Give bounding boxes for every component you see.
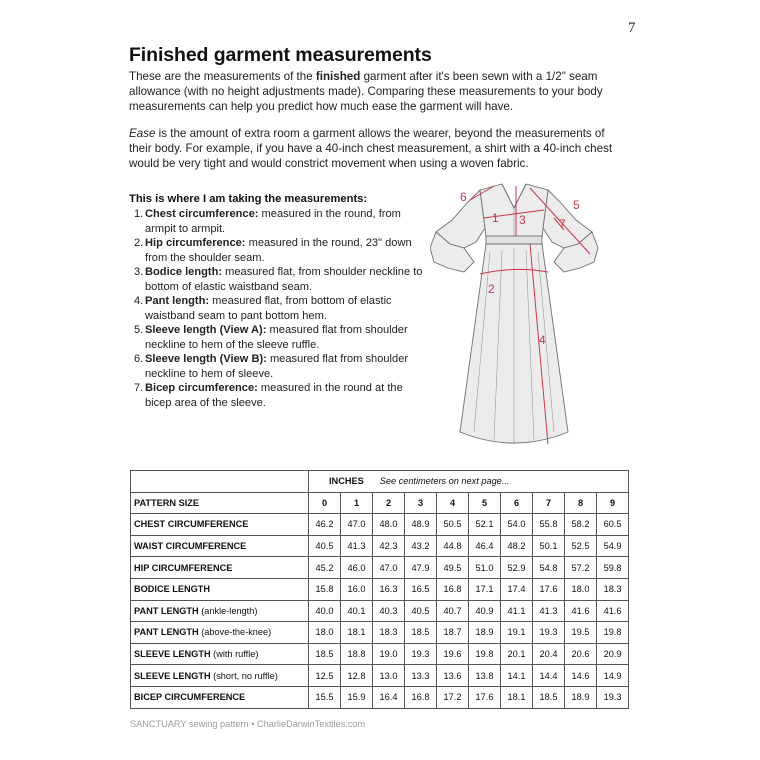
measurements-list-heading: This is where I am taking the measurements: <box>129 193 368 205</box>
size-header-row <box>131 492 629 514</box>
table-cell: 12.5 <box>309 665 341 687</box>
table-cell: 19.1 <box>501 622 533 644</box>
table-cell: 41.1 <box>501 600 533 622</box>
measurement-number: 3. <box>134 266 144 278</box>
row-label <box>131 686 309 708</box>
table-cell: 19.6 <box>437 643 469 665</box>
table-cell: 14.9 <box>597 665 629 687</box>
diagram-label-5: 5 <box>573 198 580 212</box>
table-cell: 18.5 <box>309 643 341 665</box>
table-row <box>131 643 629 665</box>
row-label <box>131 535 309 557</box>
table-cell: 43.2 <box>405 535 437 557</box>
table-cell: 15.5 <box>309 686 341 708</box>
table-cell: 54.0 <box>501 514 533 536</box>
table-cell: 48.0 <box>373 514 405 536</box>
row-label-text: WAIST CIRCUMFERENCE <box>134 541 247 552</box>
table-cell: 52.9 <box>501 557 533 579</box>
table-cell: 20.9 <box>597 643 629 665</box>
table-cell: 17.4 <box>501 578 533 600</box>
table-cell: 17.6 <box>469 686 501 708</box>
table-cell: 47.9 <box>405 557 437 579</box>
size-header-cell: 6 <box>501 492 533 514</box>
diagram-label-1: 1 <box>492 211 499 225</box>
table-cell: 19.3 <box>533 622 565 644</box>
table-cell: 19.8 <box>469 643 501 665</box>
size-header-cell: 8 <box>565 492 597 514</box>
intro-text-before: These are the measurements of the <box>129 70 316 83</box>
diagram-label-6: 6 <box>460 190 467 204</box>
measurement-item <box>134 352 426 381</box>
table-cell: 51.0 <box>469 557 501 579</box>
row-label <box>131 578 309 600</box>
table-cell: 19.0 <box>373 643 405 665</box>
row-label-text: CHEST CIRCUMFERENCE <box>134 519 249 530</box>
table-row <box>131 535 629 557</box>
size-header-cell: 1 <box>341 492 373 514</box>
ease-paragraph <box>129 126 625 171</box>
size-header-cell: 7 <box>533 492 565 514</box>
table-cell: 59.8 <box>597 557 629 579</box>
table-cell: 16.8 <box>405 686 437 708</box>
measurement-term: Sleeve length (View A): <box>145 324 267 336</box>
size-header-cell: 0 <box>309 492 341 514</box>
row-label <box>131 600 309 622</box>
waistband <box>486 236 542 244</box>
row-label-note: (above-the-knee) <box>198 627 272 638</box>
table-cell: 55.8 <box>533 514 565 536</box>
table-cell: 58.2 <box>565 514 597 536</box>
measurement-item <box>134 323 426 352</box>
table-cell: 16.5 <box>405 578 437 600</box>
measurement-table <box>130 470 629 709</box>
table-cell: 18.8 <box>341 643 373 665</box>
table-cell: 46.2 <box>309 514 341 536</box>
row-label-text: PANT LENGTH <box>134 605 199 616</box>
ease-text: is the amount of extra room a garment allows the wearer, beyond the measurements of their body. For example, if you have a 40-inch chest measurement, a shirt with a 40-inch chest would be very tight and would constrict movement when using a woven fabric. <box>129 127 613 170</box>
table-cell: 60.5 <box>597 514 629 536</box>
intro-bold-word: finished <box>315 70 361 83</box>
table-cell: 19.8 <box>597 622 629 644</box>
table-cell: 41.6 <box>597 600 629 622</box>
table-cell: 47.0 <box>373 557 405 579</box>
intro-paragraph <box>129 69 625 114</box>
table-cell: 18.9 <box>469 622 501 644</box>
diagram-label-7: 7 <box>559 217 566 231</box>
table-row <box>131 686 629 708</box>
size-header-cell: 2 <box>373 492 405 514</box>
page-title: Finished garment measurements <box>129 44 432 66</box>
size-header-cell: 4 <box>437 492 469 514</box>
size-header-cell: 9 <box>597 492 629 514</box>
row-label-note: (ankle-length) <box>198 605 258 616</box>
row-label <box>131 643 309 665</box>
table-cell: 18.3 <box>373 622 405 644</box>
size-header-cell: 5 <box>469 492 501 514</box>
table-cell: 13.6 <box>437 665 469 687</box>
diagram-label-2: 2 <box>488 282 495 296</box>
table-cell: 14.6 <box>565 665 597 687</box>
table-cell: 47.0 <box>341 514 373 536</box>
table-cell: 49.5 <box>437 557 469 579</box>
table-cell: 52.5 <box>565 535 597 557</box>
table-cell: 40.5 <box>309 535 341 557</box>
table-cell: 42.3 <box>373 535 405 557</box>
row-label-text: BODICE LENGTH <box>134 584 211 595</box>
measurement-item <box>134 381 426 410</box>
row-label <box>131 665 309 687</box>
measurement-term: Bicep circumference: <box>145 382 258 394</box>
measurement-desc: measured flat from shoulder neckline to hem of the sleeve ruffle. <box>145 324 408 351</box>
table-cell: 18.1 <box>501 686 533 708</box>
measurement-item <box>134 294 426 323</box>
measurements-list <box>134 207 426 410</box>
measurement-term: Chest circumference: <box>145 208 259 220</box>
table-cell: 48.2 <box>501 535 533 557</box>
measurement-term: Sleeve length (View B): <box>145 353 267 365</box>
table-cell: 45.2 <box>309 557 341 579</box>
measurement-number: 6. <box>134 353 144 365</box>
table-row <box>131 514 629 536</box>
intro-text-after: garment after it's been sewn with a 1/2" seam allowance (with no height adjustments made). Comparing these measurements to your body measurements can help you predict how much ease the garment will have. <box>129 70 603 113</box>
table-cell: 12.8 <box>341 665 373 687</box>
table-cell: 44.8 <box>437 535 469 557</box>
units-note: See centimeters on next page... <box>379 476 510 487</box>
size-header-cell: 3 <box>405 492 437 514</box>
table-cell: 18.0 <box>565 578 597 600</box>
table-cell: 18.7 <box>437 622 469 644</box>
row-label <box>131 557 309 579</box>
table-cell: 52.1 <box>469 514 501 536</box>
measurement-number: 4. <box>134 295 144 307</box>
table-cell: 50.1 <box>533 535 565 557</box>
measurement-desc: measured in the round, from armpit to armpit. <box>145 208 401 235</box>
table-cell: 18.5 <box>533 686 565 708</box>
measurement-number: 2. <box>134 237 144 249</box>
table-cell: 48.9 <box>405 514 437 536</box>
ease-term: Ease <box>129 127 156 140</box>
table-cell: 41.6 <box>565 600 597 622</box>
measurement-table-wrap <box>130 470 628 709</box>
footer: SANCTUARY sewing pattern • CharlieDarwinTextiles.com <box>130 719 366 729</box>
measurement-term: Hip circumference: <box>145 237 246 249</box>
row-label-text: SLEEVE LENGTH <box>134 670 211 681</box>
table-cell: 14.4 <box>533 665 565 687</box>
row-label <box>131 514 309 536</box>
table-row <box>131 600 629 622</box>
row-label-text: BICEP CIRCUMFERENCE <box>134 692 246 703</box>
table-cell: 16.8 <box>437 578 469 600</box>
table-row <box>131 578 629 600</box>
table-cell: 18.0 <box>309 622 341 644</box>
table-cell: 15.9 <box>341 686 373 708</box>
table-cell: 18.3 <box>597 578 629 600</box>
table-cell: 54.8 <box>533 557 565 579</box>
table-cell: 40.9 <box>469 600 501 622</box>
row-label-text: SLEEVE LENGTH <box>134 649 211 660</box>
table-cell: 16.4 <box>373 686 405 708</box>
table-cell: 40.7 <box>437 600 469 622</box>
measurement-term: Bodice length: <box>145 266 223 278</box>
units-label: INCHES <box>329 476 364 487</box>
table-cell: 17.6 <box>533 578 565 600</box>
table-row <box>131 665 629 687</box>
table-cell: 19.3 <box>405 643 437 665</box>
measurement-item <box>134 207 426 236</box>
measurement-desc: measured flat from shoulder neckline to hem of sleeve. <box>145 353 409 380</box>
table-cell: 16.0 <box>341 578 373 600</box>
table-cell: 14.1 <box>501 665 533 687</box>
table-cell: 41.3 <box>533 600 565 622</box>
table-cell: 13.0 <box>373 665 405 687</box>
table-cell: 40.3 <box>373 600 405 622</box>
table-cell: 40.0 <box>309 600 341 622</box>
measurement-item <box>134 236 426 265</box>
table-cell: 20.6 <box>565 643 597 665</box>
row-label <box>131 622 309 644</box>
table-cell: 13.8 <box>469 665 501 687</box>
row-label-text: HIP CIRCUMFERENCE <box>134 562 233 573</box>
measurement-desc: measured in the round, 23" down from the shoulder seam. <box>145 237 412 264</box>
table-cell: 17.2 <box>437 686 469 708</box>
table-cell: 16.3 <box>373 578 405 600</box>
table-cell: 18.5 <box>405 622 437 644</box>
table-cell: 17.1 <box>469 578 501 600</box>
diagram-label-4: 4 <box>539 333 546 347</box>
table-cell: 15.8 <box>309 578 341 600</box>
table-cell: 19.5 <box>565 622 597 644</box>
table-cell: 18.9 <box>565 686 597 708</box>
table-cell: 13.3 <box>405 665 437 687</box>
table-cell: 40.5 <box>405 600 437 622</box>
garment-illustration <box>430 182 605 462</box>
measurement-desc: measured flat, from shoulder neckline to bottom of elastic waistband seam. <box>145 266 423 293</box>
measurement-number: 1. <box>134 208 144 220</box>
row-label-text: PANT LENGTH <box>134 627 199 638</box>
table-cell: 46.4 <box>469 535 501 557</box>
pattern-size-header: PATTERN SIZE <box>131 492 309 514</box>
table-cell: 50.5 <box>437 514 469 536</box>
diagram-label-3: 3 <box>519 213 526 227</box>
measurement-term: Pant length: <box>145 295 210 307</box>
measurement-desc: measured flat, from bottom of elastic waistband seam to pant bottom hem. <box>145 295 392 322</box>
table-row <box>131 622 629 644</box>
table-cell: 19.3 <box>597 686 629 708</box>
table-cell: 41.3 <box>341 535 373 557</box>
page-number: 7 <box>628 20 636 36</box>
row-label-note: (short, no ruffle) <box>210 670 278 681</box>
units-row <box>131 471 629 493</box>
table-cell: 40.1 <box>341 600 373 622</box>
table-cell: 18.1 <box>341 622 373 644</box>
measurement-number: 5. <box>134 324 144 336</box>
table-cell: 57.2 <box>565 557 597 579</box>
table-cell: 54.9 <box>597 535 629 557</box>
row-label-note: (with ruffle) <box>210 649 259 660</box>
table-row <box>131 557 629 579</box>
measurement-number: 7. <box>134 382 144 394</box>
table-cell: 46.0 <box>341 557 373 579</box>
measurement-desc: measured in the round at the bicep area of the sleeve. <box>145 382 403 409</box>
table-cell: 20.1 <box>501 643 533 665</box>
measurement-item <box>134 265 426 294</box>
table-cell: 20.4 <box>533 643 565 665</box>
